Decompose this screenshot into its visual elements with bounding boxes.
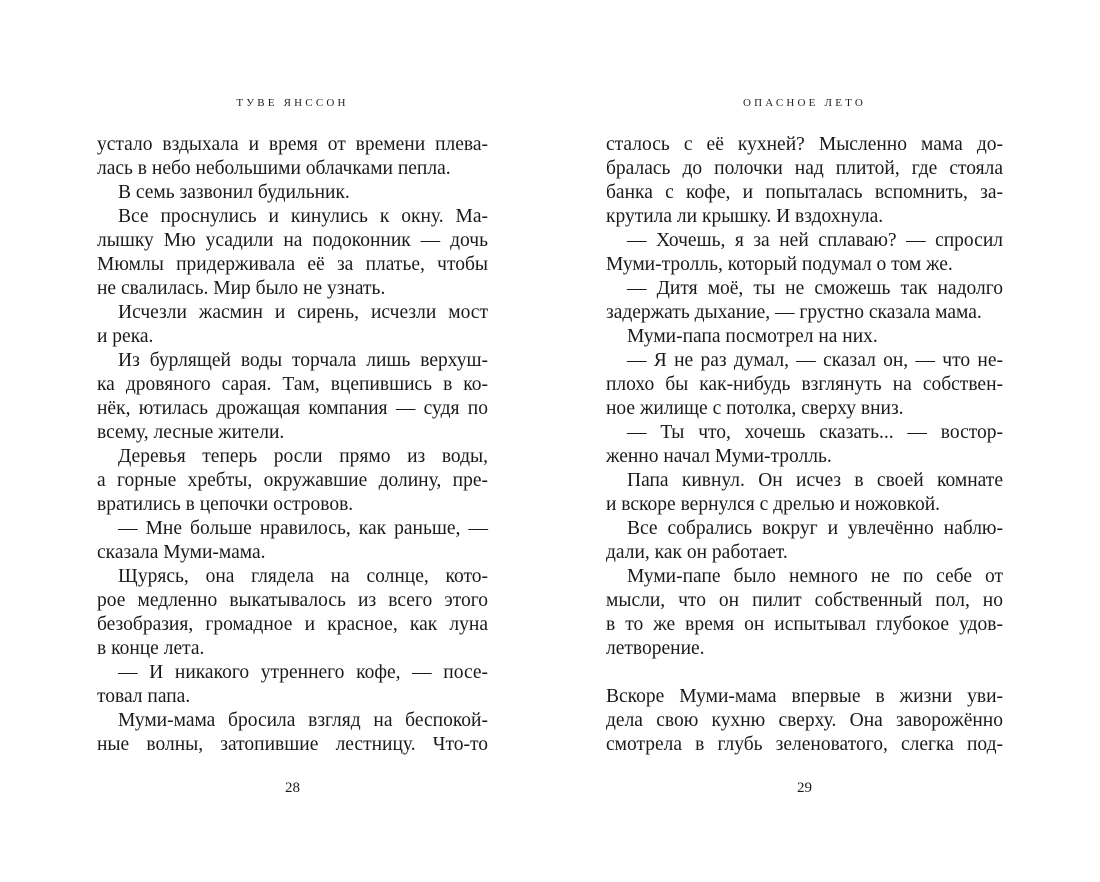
text-line: Из бурлящей воды торчала лишь верхуш- xyxy=(118,350,488,371)
paragraph xyxy=(606,133,1003,229)
text-line: дела свою кухню сверху. Она заворожённо xyxy=(606,710,1003,731)
text-line: не свалилась. Мир было не узнать. xyxy=(97,278,386,299)
text-line: женно начал Муми-тролль. xyxy=(606,446,832,467)
paragraph xyxy=(606,229,1003,277)
paragraph xyxy=(97,133,488,181)
paragraph xyxy=(606,565,1003,661)
paragraph xyxy=(97,181,488,205)
text-line: безобразия, громадное и красное, как луна xyxy=(97,614,488,635)
text-line: дали, как он работает. xyxy=(606,542,788,563)
text-line: плохо бы как-нибудь взглянуть на собствен- xyxy=(606,374,1003,395)
text-line: В семь зазвонил будильник. xyxy=(118,182,350,203)
running-head-author: ТУВЕ ЯНССОН xyxy=(236,97,349,109)
text-line: лышку Мю усадили на подоконник — дочь xyxy=(97,230,488,251)
text-line: Исчезли жасмин и сирень, исчезли мост xyxy=(118,302,488,323)
text-line: ное жилище с потолка, сверху вниз. xyxy=(606,398,904,419)
text-line: Папа кивнул. Он исчез в своей комнате xyxy=(627,470,1003,491)
text-line: Муми-тролль, который подумал о том же. xyxy=(606,254,953,275)
text-line: бралась до полочки над плитой, где стояла xyxy=(606,158,1003,179)
page-number: 28 xyxy=(285,780,300,796)
paragraph xyxy=(97,205,488,301)
text-line: и вскоре вернулся с дрелью и ножовкой. xyxy=(606,494,941,515)
text-line: — Я не раз думал, — сказал он, — что не- xyxy=(627,350,1003,371)
text-line: Муми-мама бросила взгляд на беспокой- xyxy=(118,710,488,731)
text-line: вратились в цепочки островов. xyxy=(97,494,354,515)
paragraph xyxy=(97,301,488,349)
page-body xyxy=(97,133,488,757)
text-line: лась в небо небольшими облачками пепла. xyxy=(97,158,451,179)
paragraph xyxy=(97,517,488,565)
text-line: банка с кофе, и попыталась вспомнить, за- xyxy=(606,182,1003,203)
text-line: мысли, что он пилит собственный пол, но xyxy=(606,590,1003,611)
text-line: крутила ли крышку. И вздохнула. xyxy=(606,206,884,227)
text-line: Все проснулись и кинулись к окну. Ма- xyxy=(118,206,488,227)
section-break xyxy=(606,661,1003,685)
text-line: рое медленно выкатывалось из всего этого xyxy=(97,590,488,611)
text-line: товал папа. xyxy=(97,686,191,707)
right-page xyxy=(606,0,1003,882)
text-line: — Ты что, хочешь сказать... — востор- xyxy=(627,422,1003,443)
text-line: ка дровяного сарая. Там, вцепившись в ко- xyxy=(97,374,488,395)
text-line: сказала Муми-мама. xyxy=(97,542,266,563)
text-line: — И никакого утреннего кофе, — посе- xyxy=(118,662,488,683)
text-line: сталось с её кухней? Мысленно мама до- xyxy=(606,134,1003,155)
text-line: Все собрались вокруг и увлечённо наблю- xyxy=(627,518,1003,539)
text-line: — Хочешь, я за ней сплаваю? — спросил xyxy=(627,230,1003,251)
text-line: Щурясь, она глядела на солнце, кото- xyxy=(118,566,488,587)
running-head-title: ОПАСНОЕ ЛЕТО xyxy=(742,97,867,109)
text-line: Мюмлы придерживала её за платье, чтобы xyxy=(97,254,488,275)
page-number: 29 xyxy=(797,780,812,796)
paragraph xyxy=(97,349,488,445)
text-line: задержать дыхание, — грустно сказала мама. xyxy=(606,302,982,323)
text-line: — Мне больше нравилось, как раньше, — xyxy=(118,518,488,539)
text-line: Вскоре Муми-мама впервые в жизни уви- xyxy=(606,686,1003,707)
text-line: — Дитя моё, ты не сможешь так надолго xyxy=(627,278,1003,299)
paragraph xyxy=(606,685,1003,757)
paragraph xyxy=(606,517,1003,565)
paragraph xyxy=(97,565,488,661)
paragraph xyxy=(97,709,488,757)
paragraph xyxy=(606,325,1003,349)
paragraph xyxy=(606,349,1003,421)
text-line: и река. xyxy=(97,326,154,347)
text-line: нёк, ютилась дрожащая компания — судя по xyxy=(97,398,488,419)
paragraph xyxy=(606,469,1003,517)
paragraph xyxy=(97,661,488,709)
left-page xyxy=(97,0,488,882)
text-line: ные волны, затопившие лестницу. Что-то xyxy=(97,734,488,755)
text-line: Муми-папа посмотрел на них. xyxy=(627,326,878,347)
text-line: летворение. xyxy=(606,638,705,659)
paragraph xyxy=(606,421,1003,469)
text-line: в то же время он испытывал глубокое удов- xyxy=(606,614,1003,635)
page-body xyxy=(606,133,1003,757)
paragraph xyxy=(97,445,488,517)
paragraph xyxy=(606,277,1003,325)
text-line: в конце лета. xyxy=(97,638,205,659)
text-line: устало вздыхала и время от времени плева- xyxy=(97,134,488,155)
text-line: смотрела в глубь зеленоватого, слегка под- xyxy=(606,734,1003,755)
text-line: а горные хребты, окружавшие долину, пре- xyxy=(97,470,488,491)
text-line: всему, лесные жители. xyxy=(97,422,285,443)
text-line: Деревья теперь росли прямо из воды, xyxy=(118,446,488,467)
text-line: Муми-папе было немного не по себе от xyxy=(627,566,1003,587)
